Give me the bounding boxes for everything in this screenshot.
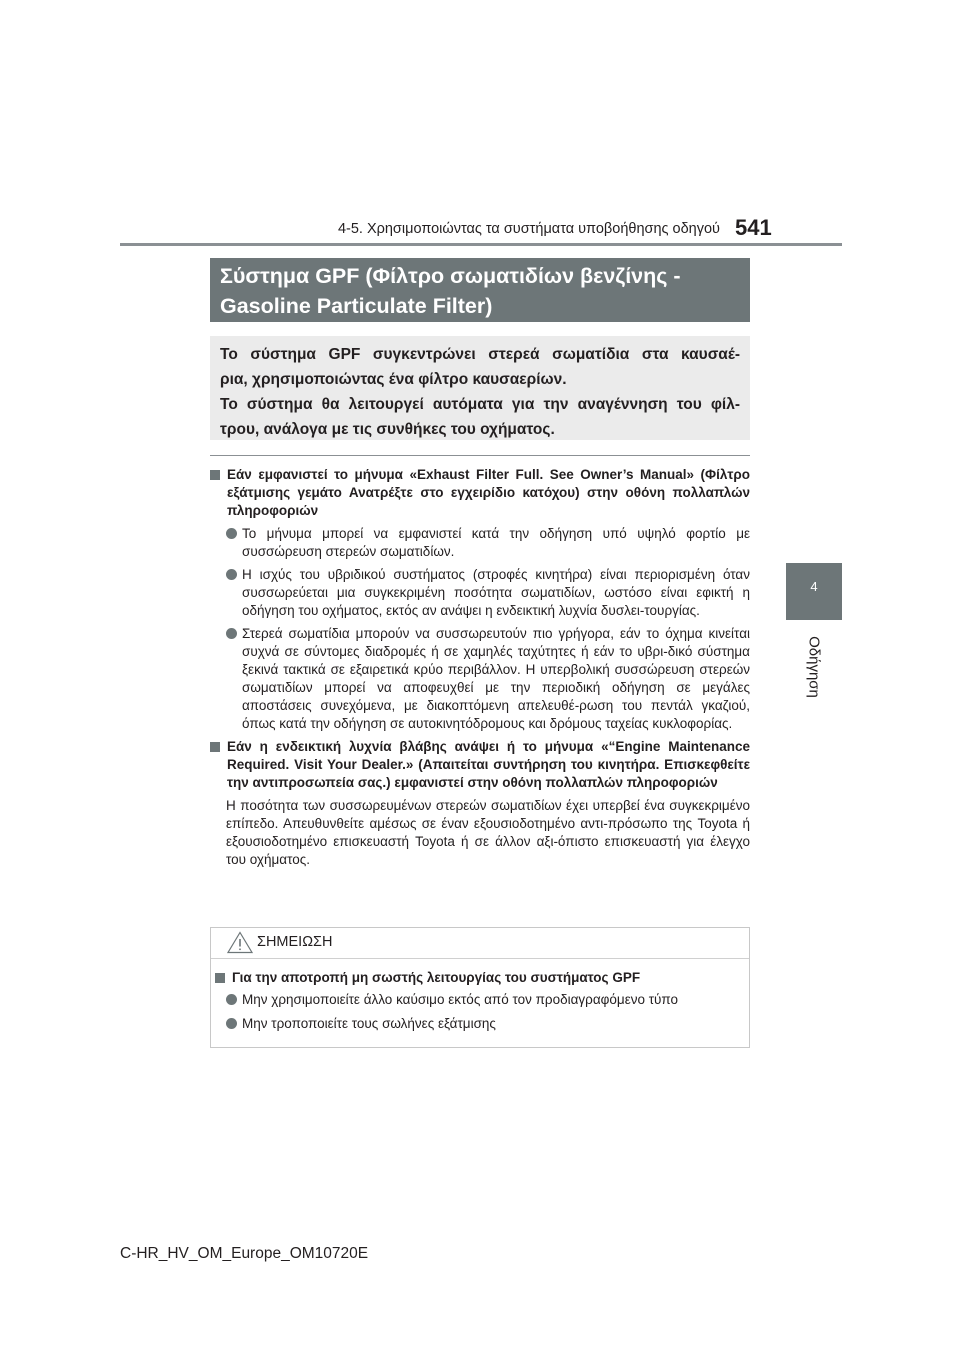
chapter-label xyxy=(786,632,842,702)
list-item xyxy=(226,566,750,620)
list-item-text: Μην τροποποιείτε τους σωλήνες εξάτμισης xyxy=(242,1016,496,1031)
intro-line-2: ρια, χρησιμοποιώντας ένα φίλτρο καυσαερίων. xyxy=(220,371,567,388)
intro-line-4: τρου, ανάλογα με τις συνθήκες του οχήματος. xyxy=(220,421,555,438)
title-line-2: Gasoline Particulate Filter) xyxy=(220,294,493,318)
square-bullet-icon xyxy=(210,470,220,480)
intro-divider xyxy=(210,455,750,456)
intro-line-3: Το σύστημα θα λειτουργεί αυτόματα για την αναγέννηση του φίλ- xyxy=(220,396,740,413)
list-item-text: Στερεά σωματίδια μπορούν να συσσωρευτούν πιο γρήγορα, εάν το όχημα κινείται συχνά σε σύντομες διαδρομές ή σε χαμηλές ταχύτητες ή εάν το υβρι-δικό σύστημα ξεκινά τακτικά σε εξαιρετικά κρύο περιβάλλον. Η υπερβολική συσσώρευση στερεών σωματιδίων μπορεί να αποφευχθεί με την περιοδική οδήγηση σε μεγάλες αποστάσεις συνεχόμενα, με διακοπτόμενη απελευθέ-ρωση του πεντάλ γκαζιού, όπως κατά την οδήγηση σε αυτοκινητόδρομους και δρόμους ταχείας κυκλοφορίας. xyxy=(242,626,750,731)
title-line-1: Σύστημα GPF (Φίλτρο σωματιδίων βενζίνης - xyxy=(220,264,681,288)
section-heading xyxy=(210,738,750,792)
list-item xyxy=(226,991,741,1009)
intro-box xyxy=(210,336,750,440)
list-item-text: Η ισχύς του υβριδικού συστήματος (στροφές κινητήρα) είναι περιορισμένη όταν συσσωρεύεται μια συγκεκριμένη ποσότητα σωματιδίων, ωστόσο είναι εφικτή η οδήγηση του οχήματος, εκτός αν ανάψει η ενδεικτική λυχνία δυσλει-τουργίας. xyxy=(242,567,750,618)
note-title: ΣΗΜΕΙΩΣΗ xyxy=(257,934,333,950)
circle-bullet-icon xyxy=(226,569,237,580)
list-item xyxy=(226,1015,741,1033)
chapter-label-text: Οδήγηση xyxy=(805,636,823,698)
chapter-number: 4 xyxy=(810,579,818,594)
header-divider xyxy=(120,243,842,246)
square-bullet-icon xyxy=(215,973,225,983)
document-code: C-HR_HV_OM_Europe_OM10720E xyxy=(120,1245,369,1262)
circle-bullet-icon xyxy=(226,1018,237,1029)
page-number: 541 xyxy=(735,215,772,240)
page-title xyxy=(210,258,750,322)
list-item-text: Μην χρησιμοποιείτε άλλο καύσιμο εκτός από τον προδιαγραφόμενο τύπο xyxy=(242,992,679,1007)
note-box xyxy=(210,927,750,1048)
circle-bullet-icon xyxy=(226,994,237,1005)
list-item xyxy=(226,625,750,733)
list-item-text: Το μήνυμα μπορεί να εμφανιστεί κατά την οδήγηση υπό υψηλό φορτίο με συσσώρευση στερεών σωματιδίων. xyxy=(242,526,750,559)
note-heading-text: Για την αποτροπή μη σωστής λειτουργίας του συστήματος GPF xyxy=(232,970,641,985)
section-header: 4-5. Χρησιμοποιώντας τα συστήματα υποβοήθησης οδηγού xyxy=(337,221,720,237)
section-heading-text: Εάν εμφανιστεί το μήνυμα «Exhaust Filter Full. See Owner’s Manual» (Φίλτρο εξάτμισης γεμάτο Ανατρέξτε στο εγχειρίδιο κατόχου) στην οθόνη πολλαπλών πληροφοριών xyxy=(227,467,750,518)
circle-bullet-icon xyxy=(226,628,237,639)
section-heading xyxy=(210,466,750,520)
note-heading xyxy=(215,969,741,987)
chapter-tab[interactable] xyxy=(786,563,842,620)
main-content xyxy=(210,466,750,869)
circle-bullet-icon xyxy=(226,528,237,539)
square-bullet-icon xyxy=(210,742,220,752)
note-body xyxy=(211,959,749,1033)
list-item xyxy=(226,525,750,561)
section-paragraph: Η ποσότητα των συσσωρευμένων στερεών σωματιδίων έχει υπερβεί ένα συγκεκριμένο επίπεδο. Απευθυνθείτε αμέσως σε έναν εξουσιοδοτημένο αντι-πρόσωπο της Toyota ή εξουσιοδοτημένο επισκευαστή Toyota ή σε άλλον αξι-όπιστο επισκευαστή για έλεγχο του οχήματος. xyxy=(226,798,750,867)
section-heading-text: Εάν η ενδεικτική λυχνία βλάβης ανάψει ή το μήνυμα «“Engine Maintenance Required. Visit Your Dealer.» (Απαιτείται συντήρηση του κινητήρα. Επισκεφθείτε την αντιπροσωπεία σας.) εμφανιστεί στην οθόνη πολλαπλών πληροφοριών xyxy=(227,739,750,790)
intro-line-1: Το σύστημα GPF συγκεντρώνει στερεά σωματίδια στα καυσαέ- xyxy=(220,346,740,363)
note-header xyxy=(211,928,749,959)
warning-icon xyxy=(227,931,253,954)
